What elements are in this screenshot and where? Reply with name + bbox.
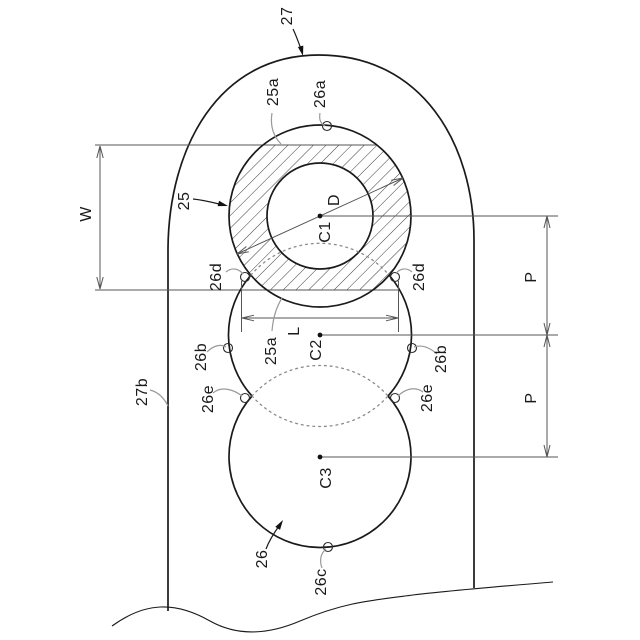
label-26e-right: 26e [419,383,436,413]
label-26c: 26c [313,568,330,596]
arrowhead-25 [218,201,228,206]
label-27b: 27b [134,377,151,407]
label-dim-d: D [326,193,343,207]
center-dot-c2 [318,333,323,338]
label-dim-p-lower: P [523,392,540,404]
dimension-p [544,216,550,457]
label-c1: C1 [317,221,334,243]
break-line [112,582,553,632]
label-26d-left: 26d [208,262,225,292]
label-26b-left: 26b [193,342,210,372]
leader-26d-right [396,269,412,274]
nub-26b-right [408,344,417,353]
label-26: 26 [254,549,271,569]
label-c2: C2 [308,339,325,361]
center-dot-c1 [318,214,323,219]
nub-26e-right [391,394,400,403]
label-dim-p-upper: P [523,271,540,283]
leader-25a-bottom [272,298,282,331]
nub-26b-left [224,344,233,353]
label-c3: C3 [318,467,335,489]
label-25a-top: 25a [265,77,282,107]
nub-26d-right [391,273,400,282]
arrowhead-26 [275,520,283,530]
hidden-arc-middle-circle-bottom [252,396,388,427]
leader-26c [321,549,326,568]
label-dim-l: L [286,326,303,336]
label-26b-right: 26b [433,344,450,374]
slot-wall-left [228,275,252,396]
label-26e-left: 26e [200,384,217,414]
arrowhead-27 [298,46,303,56]
label-26d-right: 26d [411,262,428,292]
leader-27b [150,390,168,406]
dimension-w [97,146,103,289]
leader-26a [320,113,325,126]
nub-26d-left [241,273,250,282]
nub-26e-left [241,394,250,403]
label-26a: 26a [312,79,329,109]
leader-26d-left [226,269,243,274]
hidden-arc-bottom-circle-top [252,365,388,396]
leader-26e-left [213,389,242,396]
arrow-line-25 [193,199,219,204]
center-dot-c3 [318,455,323,460]
leader-25a-top [271,113,281,144]
label-25: 25 [176,191,193,211]
label-25a-bottom: 25a [263,336,280,366]
label-dim-w: W [78,206,95,222]
label-27: 27 [279,6,296,26]
